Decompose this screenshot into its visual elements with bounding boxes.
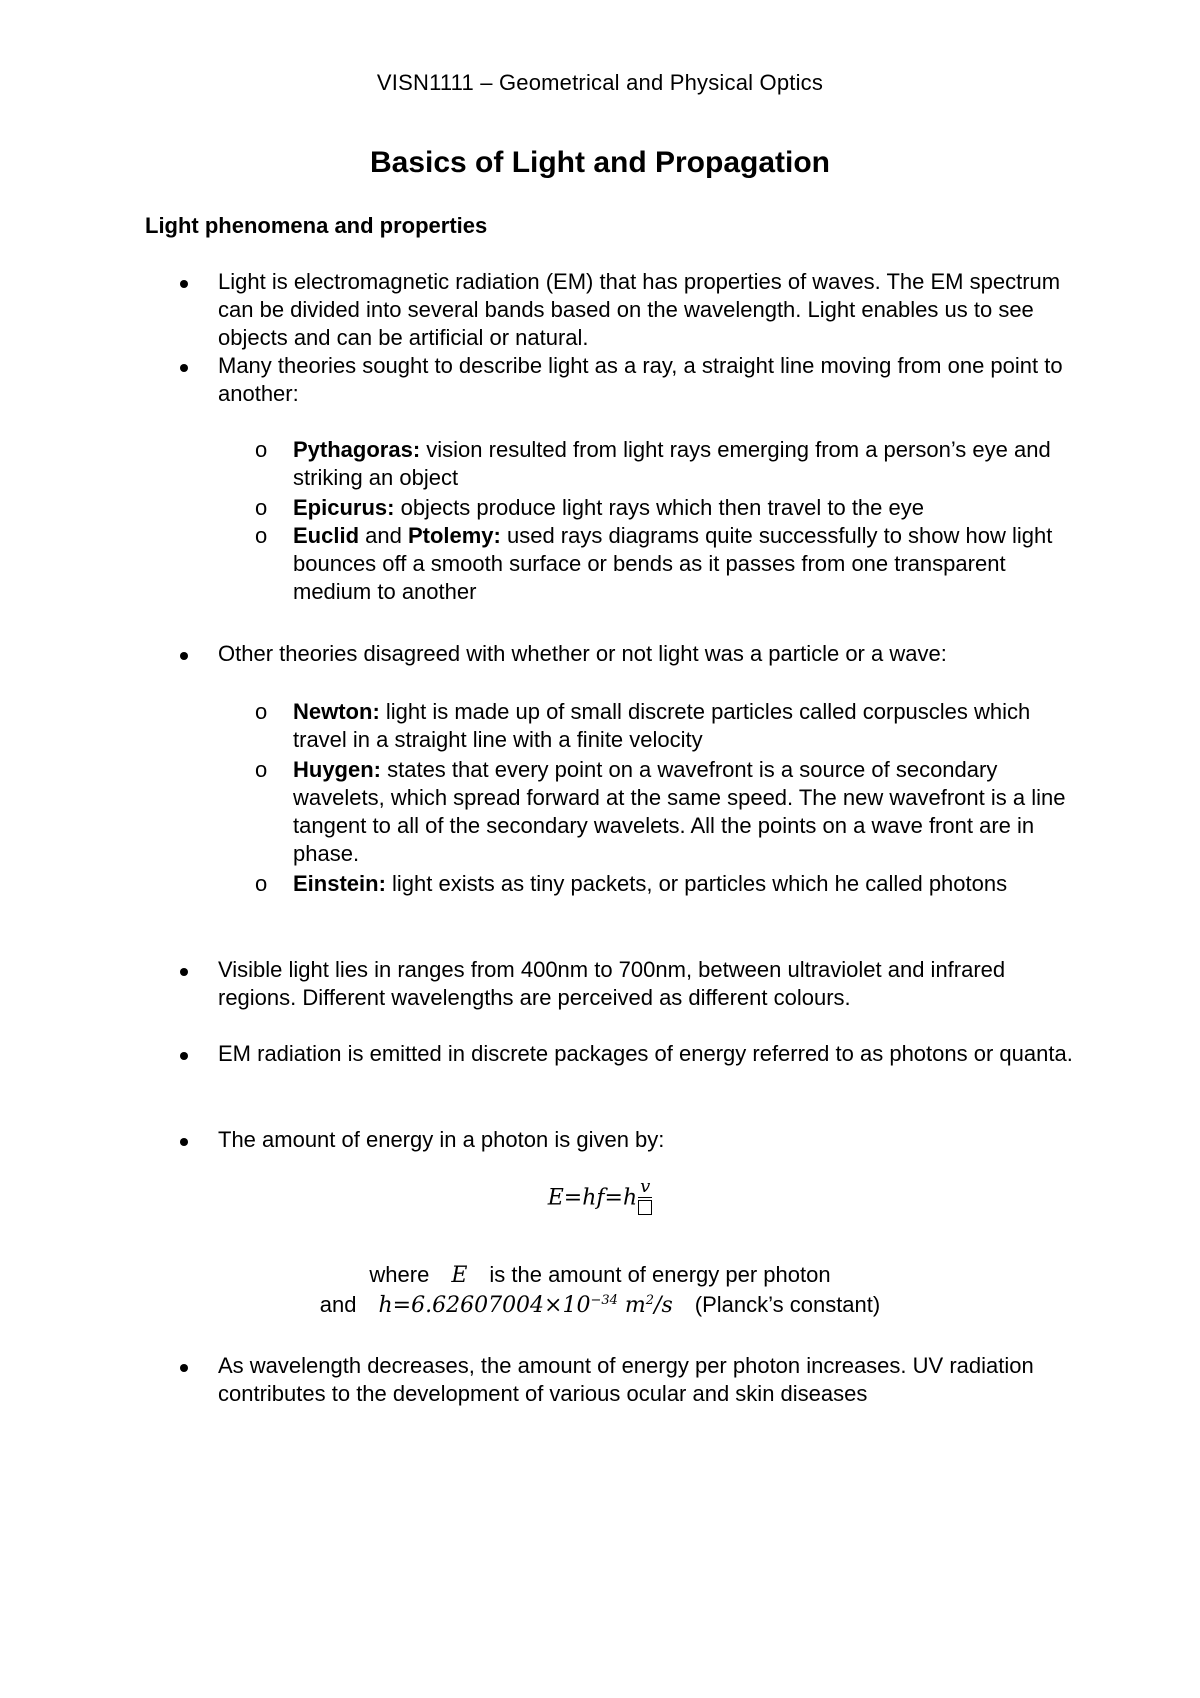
where-description: is the amount of energy per photon xyxy=(489,1262,831,1287)
sub-item-text xyxy=(293,436,1073,492)
bullet-text: Other theories disagreed with whether or not light was a particle or a wave: xyxy=(218,641,947,666)
theory-description: states that every point on a wavefront is a source of secondary wavelets, which spread forward at the same speed. The new wavefront is a line tangent to all of the secondary wavelets. All the points on a wave front are in phase. xyxy=(293,757,1066,866)
bullet-icon xyxy=(180,968,188,976)
planck-units-tail: /s xyxy=(654,1293,673,1318)
bullet-text: Light is electromagnetic radiation (EM) that has properties of waves. The EM spectrum can be divided into several bands based on the wavelength. Light enables us to see objects and can be artificial or natural. xyxy=(218,269,1061,350)
theorist-name: Ptolemy: xyxy=(407,523,501,548)
bullet-icon xyxy=(180,1364,188,1372)
formula-denominator xyxy=(638,1198,652,1219)
formula-fraction xyxy=(638,1178,652,1219)
theorist-name: Huygen: xyxy=(293,757,381,782)
energy-formula xyxy=(0,1178,1200,1219)
theorist-name: Euclid xyxy=(293,523,360,548)
section-heading: Light phenomena and properties xyxy=(145,213,488,238)
and-label: and xyxy=(319,1292,357,1317)
where-label: where xyxy=(369,1262,430,1287)
formula-lhs: E=hf=h xyxy=(547,1185,638,1211)
planck-value: h=6.62607004×10 xyxy=(378,1293,591,1318)
sub-item-text xyxy=(293,756,1073,868)
missing-glyph-icon xyxy=(638,1200,652,1215)
circle-bullet-icon: o xyxy=(255,757,268,782)
theorist-name: Einstein: xyxy=(293,871,386,896)
theory-description: vision resulted from light rays emerging from a person’s eye and striking an object xyxy=(293,437,1051,490)
theorist-name: Epicurus: xyxy=(293,495,395,520)
theory-description: used rays diagrams quite successfully to show how light bounces off a smooth surface or bends as it passes from one transparent medium to another xyxy=(293,523,1053,604)
theory-description: light is made up of small discrete particles called corpuscles which travel in a straight line with a finite velocity xyxy=(293,699,1031,752)
circle-bullet-icon: o xyxy=(255,523,268,548)
bullet-icon xyxy=(180,1138,188,1146)
theorist-name: Newton: xyxy=(293,699,380,724)
sub-item-text xyxy=(293,522,1073,606)
bullet-icon xyxy=(180,652,188,660)
sub-item-text xyxy=(293,494,1073,522)
sub-item-text xyxy=(293,698,1073,754)
planck-exponent: −34 xyxy=(590,1293,618,1308)
bullet-text: As wavelength decreases, the amount of energy per photon increases. UV radiation contributes to the development of various ocular and skin diseases xyxy=(218,1353,1034,1406)
planck-units-exponent: 2 xyxy=(645,1293,655,1308)
page-header: VISN1111 – Geometrical and Physical Optics xyxy=(376,70,824,95)
bullet-icon xyxy=(180,364,188,372)
circle-bullet-icon: o xyxy=(255,871,268,896)
theory-description: light exists as tiny packets, or particles which he called photons xyxy=(385,871,1008,896)
planck-note: (Planck’s constant) xyxy=(694,1292,881,1317)
circle-bullet-icon: o xyxy=(255,495,268,520)
theorist-name: Pythagoras: xyxy=(293,437,421,462)
bullet-text: Many theories sought to describe light as a ray, a straight line moving from one point to another: xyxy=(218,353,1063,406)
page-title: Basics of Light and Propagation xyxy=(369,146,831,179)
bullet-icon xyxy=(180,280,188,288)
formula-where-line xyxy=(0,1262,1200,1288)
theory-description: objects produce light rays which then travel to the eye xyxy=(394,495,924,520)
planck-units: m xyxy=(617,1293,646,1318)
conjunction: and xyxy=(359,523,408,548)
formula-and-line xyxy=(0,1292,1200,1318)
bullet-text: Visible light lies in ranges from 400nm to 700nm, between ultraviolet and infrared regions. Different wavelengths are perceived as different colours. xyxy=(218,957,1006,1010)
sub-item-text xyxy=(293,870,1073,898)
bullet-text: EM radiation is emitted in discrete packages of energy referred to as photons or quanta. xyxy=(218,1041,1073,1066)
where-variable: E xyxy=(451,1263,468,1288)
formula-numerator: v xyxy=(640,1176,651,1197)
circle-bullet-icon: o xyxy=(255,699,268,724)
circle-bullet-icon: o xyxy=(255,437,268,462)
planck-expression xyxy=(378,1293,672,1318)
bullet-icon xyxy=(180,1052,188,1060)
bullet-text: The amount of energy in a photon is given by: xyxy=(218,1127,665,1152)
